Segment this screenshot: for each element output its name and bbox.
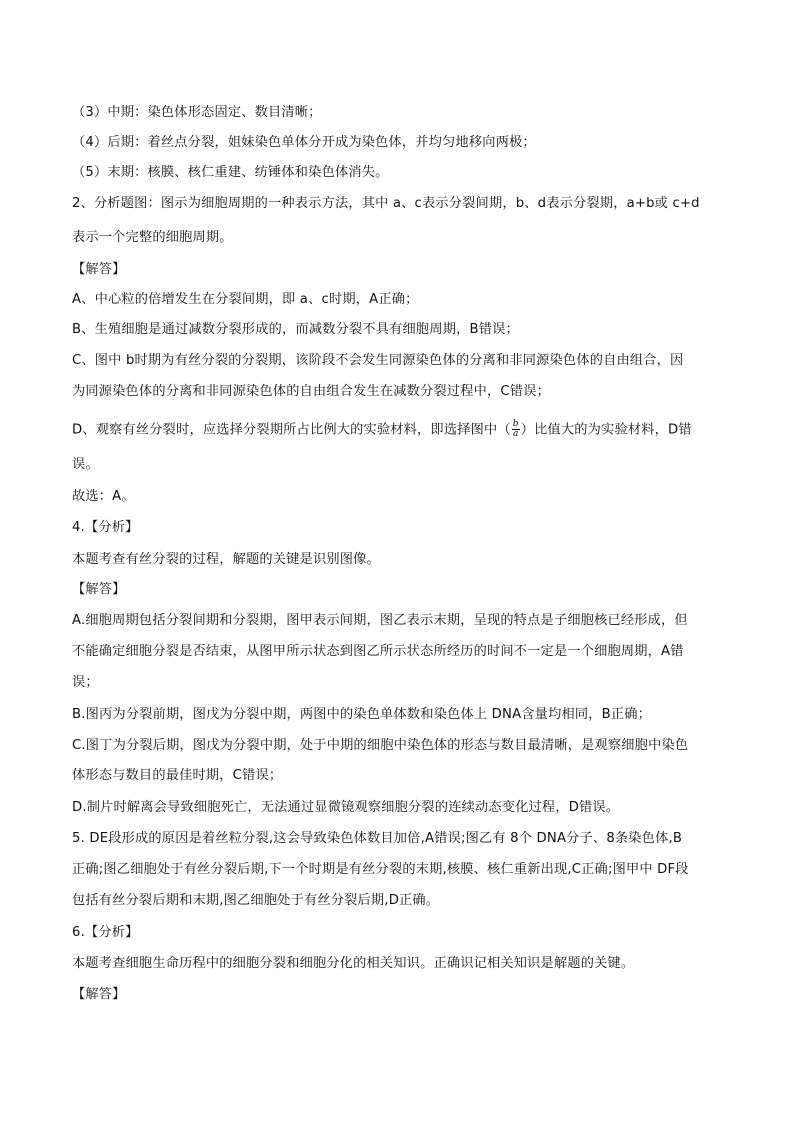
- text-line: （3）中期：染色体形态固定、数目清晰；: [72, 105, 322, 120]
- text-line: 表示一个完整的细胞周期。: [72, 230, 233, 245]
- section-heading: 【解答】: [72, 262, 126, 277]
- fraction-denominator: a: [512, 429, 519, 439]
- section-heading: 6.【分析】: [72, 925, 139, 940]
- section-heading: 【解答】: [72, 987, 126, 1002]
- fraction-line-before: D、观察有丝分裂时，应选择分裂期所占比例大的实验材料，即选择图中（: [72, 422, 511, 438]
- text-line: 本题考查细胞生命历程中的细胞分裂和细胞分化的相关知识。正确识记相关知识是解题的关键。: [72, 956, 635, 971]
- text-line: C.图丁为分裂后期，图戊为分裂中期，处于中期的细胞中染色体的形态与数目最清晰，是观察细胞中染色: [72, 738, 689, 753]
- text-line: B、生殖细胞是通过减数分裂形成的，而减数分裂不具有细胞周期，B错误；: [72, 322, 519, 337]
- text-line: 不能确定细胞分裂是否结束，从图甲所示状态到图乙所示状态所经历的时间不一定是一个细胞周期，A错: [72, 644, 684, 659]
- text-line: 故选：A。: [72, 489, 135, 504]
- text-line: 2、分析题图：图示为细胞周期的一种表示方法，其中 a、c表示分裂间期，b、d表示分裂期，a+b或 c+d: [72, 196, 700, 211]
- text-line: （4）后期：着丝点分裂，姐妹染色单体分开成为染色体，并均匀地移向两极；: [72, 135, 536, 150]
- fraction-numerator: b: [512, 419, 519, 429]
- text-line: C、图中 b时期为有丝分裂的分裂期，该阶段不会发生同源染色体的分离和非同源染色体的自由组合，因: [72, 353, 684, 368]
- text-line: （5）末期：核膜、核仁重建、纺锤体和染色体消失。: [72, 165, 389, 180]
- text-line-with-fraction: [72, 420, 722, 441]
- text-line: 为同源染色体的分离和非同源染色体的自由组合发生在减数分裂过程中，C错误；: [72, 384, 550, 399]
- text-line: A.细胞周期包括分裂间期和分裂期，图甲表示间期，图乙表示末期，呈现的特点是子细胞核已经形成，但: [72, 613, 688, 628]
- text-line: 正确;图乙细胞处于有丝分裂后期,下一个时期是有丝分裂的末期,核膜、核仁重新出现,C正确;图甲中 DF段: [72, 862, 689, 877]
- text-line: 误。: [72, 457, 99, 472]
- fraction-b-over-a: [512, 420, 520, 439]
- text-line: D.制片时解离会导致细胞死亡，无法通过显微镜观察细胞分裂的连续动态变化过程，D错误。: [72, 800, 620, 815]
- text-line: A、中心粒的倍增发生在分裂间期，即 a、c时期，A正确；: [72, 292, 419, 307]
- text-line: 体形态与数目的最佳时期，C错误；: [72, 768, 283, 783]
- section-heading: 【解答】: [72, 582, 126, 597]
- text-line: B.图丙为分裂前期，图戊为分裂中期，两图中的染色单体数和染色体上 DNA含量均相同，B正确；: [72, 707, 652, 722]
- fraction-line-after: ）比值大的为实验材料，D错: [520, 422, 692, 438]
- section-heading: 4.【分析】: [72, 520, 139, 535]
- text-line: 误；: [72, 675, 99, 690]
- text-line: 本题考查有丝分裂的过程，解题的关键是识别图像。: [72, 552, 380, 567]
- text-line: 包括有丝分裂后期和末期,图乙细胞处于有丝分裂后期,D正确。: [72, 893, 440, 908]
- text-line: 5. DE段形成的原因是着丝粒分裂,这会导致染色体数目加倍,A错误;图乙有 8个 DNA分子、8条染色体,B: [72, 831, 683, 846]
